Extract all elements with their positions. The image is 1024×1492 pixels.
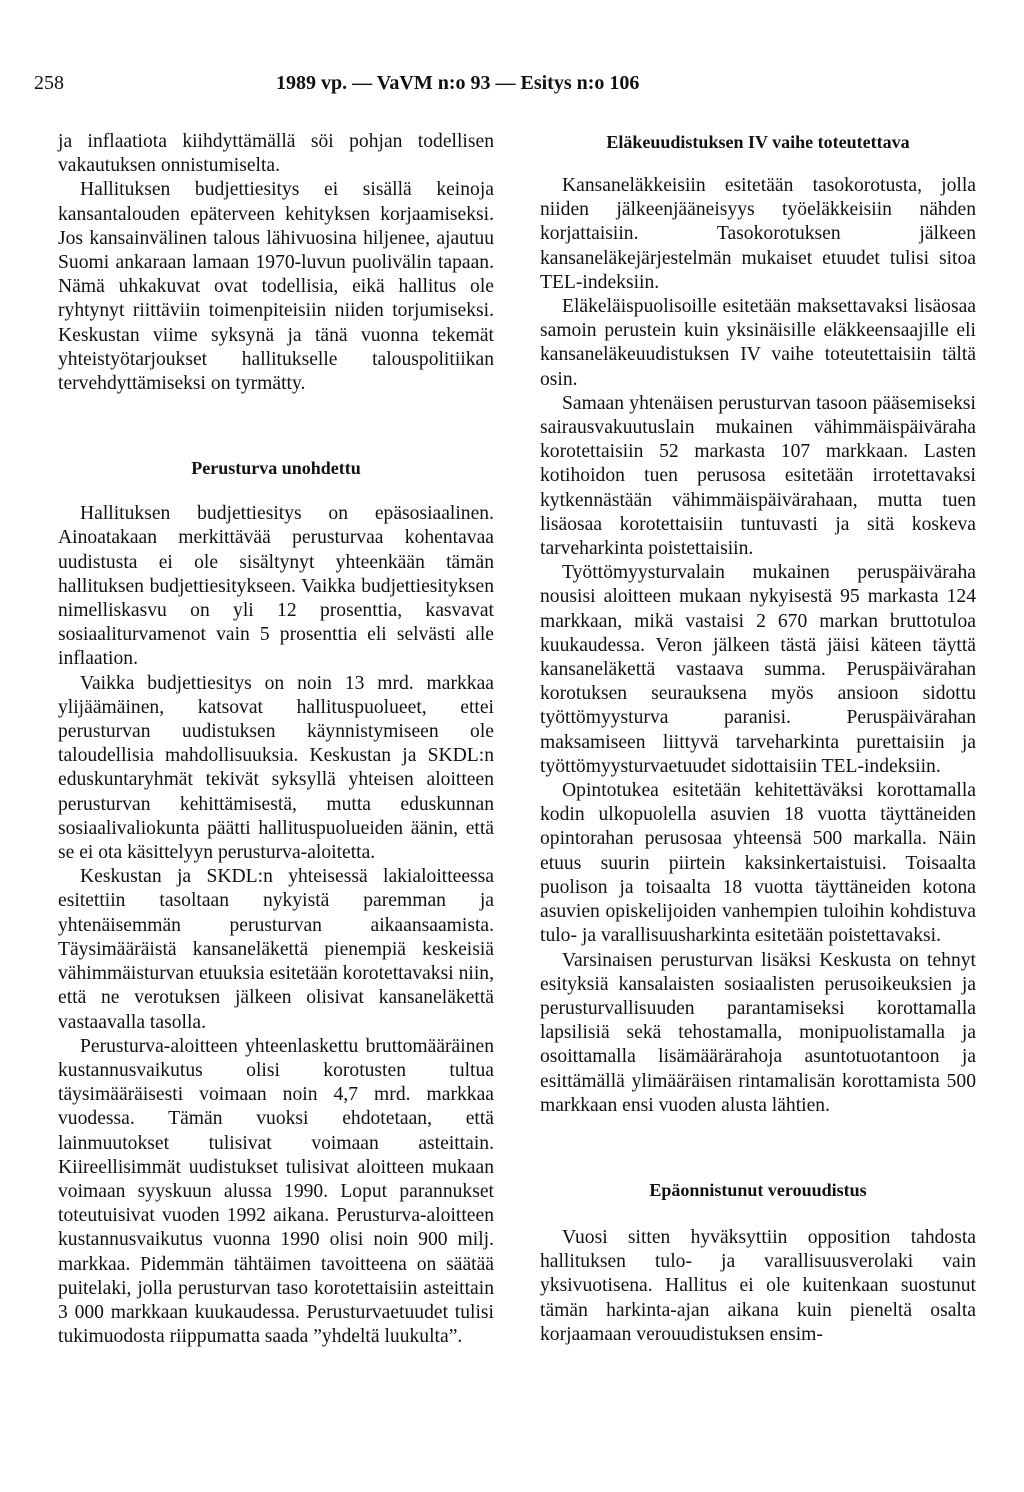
right-column bbox=[540, 130, 976, 1347]
paragraph: Hallituksen budjettiesitys on epäsosiaalinen. Ainoatakaan merkittävää perusturvaa kohentavaa uudistusta ei ole sisältynyt yhteenkään tämän hallituksen budjettiesitykseen. Vaikka budjettiesityksen nimelliskasvu on yli 12 prosenttia, kasvavat sosiaaliturvamenot vain 5 prosenttia eli selvästi alle inflaation. bbox=[58, 503, 494, 670]
paragraph: Opintotukea esitetään kehitettäväksi korottamalla kodin ulkopuolella asuvien 18 vuotta täyttäneiden opintorahan perusosaa yhteensä 500 markalla. Näin etuus suurin piirtein kaksinkertaistuisi. Toisaalta puolison ja toisaalta 18 vuotta täyttäneiden kotona asuvien opiskelijoiden vanhempien tuloihin kohdistuva tulo- ja varallisuusharkinta esitetään poistettavaksi. bbox=[540, 780, 976, 947]
paragraph: Samaan yhtenäisen perusturvan tasoon pääsemiseksi sairausvakuutuslain mukainen vähimmäispäiväraha korotettaisiin 52 markasta 107 markkaan. Lasten kotihoidon tuen perusosa esitetään irrotettavaksi kytkennästään vähimmäispäivärahaan, mutta tuen lisäosaa korotettaisiin tuntuvasti ja sitä koskeva tarveharkinta poistettaisiin. bbox=[540, 392, 976, 560]
paragraph: Hallituksen budjettiesitys ei sisällä keinoja kansantalouden epäterveen kehityksen korjaamiseksi. Jos kansainvälinen talous lähivuosina hiljenee, ajautuu Suomi ankaraan lamaan 1970-luvun puolivälin tapaan. Nämä uhkakuvat ovat todellisia, eikä hallitus ole ryhtynyt riittäviin toimenpiteisiin niiden torjumiseksi. Keskustan viime syksynä ja tänä vuonna tekemät yhteistyötarjoukset hallitukselle talouspolitiikan tervehdyttämiseksi on tyrmätty. bbox=[58, 179, 494, 395]
paragraph: Perusturva-aloitteen yhteenlaskettu bruttomääräinen kustannusvaikutus olisi korotusten tultua täysimääräisesti voimaan noin 4,7 mrd. markkaa vuodessa. Tämän vuoksi ehdotetaan, että lainmuutokset tulisivat voimaan asteittain. Kiireellisimmät uudistukset tulisivat aloitteen mukaan voimaan syyskuun alussa 1990. Loput parannukset toteutuisivat vuoden 1992 aikana. Perusturva-aloitteen kustannusvaikutus vuonna 1990 olisi noin 900 milj. markkaa. Pidemmän tähtäimen tavoitteena on säätää puitelaki, jolla perusturvan taso korotettaisiin asteittain 3 000 markkaan kuukaudessa. Perusturvaetuudet tulisi tukimuodosta riippumatta saada ”yhdeltä luukulta”. bbox=[58, 1035, 494, 1348]
section-heading-perusturva: Perusturva unohdettu bbox=[191, 458, 361, 479]
paragraph: Vaikka budjettiesitys on noin 13 mrd. markkaa ylijäämäinen, katsovat hallituspuolueet, ettei perusturvan uudistuksen käynnistymiseen ole taloudellisia mahdollisuuksia. Keskustan ja SKDL:n eduskuntaryhmät tekivät syksyllä yhteisen aloitteen perusturvan kehittämisestä, mutta eduskunnan sosiaalivaliokunta päätti hallituspuolueiden äänin, että se ei ota käsittelyyn perusturva-aloitetta. bbox=[58, 672, 494, 864]
left-column bbox=[58, 130, 494, 1349]
paragraph: Eläkeläispuolisoille esitetään maksettavaksi lisäosaa samoin perustein kuin yksinäisille eläkkeensaajille eli kansaneläkeuudistuksen IV vaihe toteutettaisiin tältä osin. bbox=[540, 296, 976, 390]
paragraph: ja inflaatiota kiihdyttämällä söi pohjan todellisen vakautuksen onnistumiselta. bbox=[58, 131, 494, 177]
paragraph: Työttömyysturvalain mukainen peruspäiväraha nousisi aloitteen mukaan nykyisestä 95 markasta 124 markkaan, mikä vastaisi 2 670 markan bruttotuloa kuukaudessa. Veron jälkeen tästä jäisi käteen täyttä kansaneläkettä vastaava summa. Peruspäivärahan korotuksen seurauksena myös ansioon sidottu työttömyysturva paranisi. Peruspäivärahan maksamiseen liittyvä tarveharkinta purettaisiin ja työttömyysturvaetuudet sidottaisiin TEL-indeksiin. bbox=[540, 562, 976, 777]
running-head: 1989 vp. — VaVM n:o 93 — Esitys n:o 106 bbox=[276, 72, 640, 94]
paragraph: Vuosi sitten hyväksyttiin opposition tahdosta hallituksen tulo- ja varallisuusverolaki vain yksivuotisena. Hallitus ei ole kuitenkaan suostunut tämän harkinta-ajan aikana kuin pieneltä osalta korjaamaan verouudistuksen ensim- bbox=[540, 1226, 976, 1345]
paragraph: Keskustan ja SKDL:n yhteisessä lakialoitteessa esitettiin tasoltaan nykyistä paremman ja yhtenäisemmän perusturvan aikaansaamista. Täysimääräistä kansaneläkettä pienempiä keskeisiä vähimmäisturvan etuuksia esitetään korotettavaksi niin, että ne verotuksen jälkeen olisivat kansaneläkettä vastaavalla tasolla. bbox=[58, 866, 494, 1033]
page-header bbox=[34, 72, 984, 102]
section-heading-elakeuudistus: Eläkeuudistuksen IV vaihe toteutettava bbox=[606, 132, 910, 152]
section-heading-verouudistus: Epäonnistunut verouudistus bbox=[649, 1179, 867, 1200]
paragraph: Varsinaisen perusturvan lisäksi Keskusta on tehnyt esityksiä kansalaisten sosiaalisten perusoikeuksien ja perusturvallisuuden parantamiseksi korottamalla lapsilisiä sekä tehostamalla, monipuolistamalla ja osoittamalla lisämäärärahoja asuntotuotantoon ja esittämällä ylimääräisen rintamalisän korottamista 500 markkaan ensi vuoden alusta lähtien. bbox=[540, 949, 976, 1116]
page-number: 258 bbox=[34, 72, 64, 94]
paragraph: Kansaneläkkeisiin esitetään tasokorotusta, jolla niiden jälkeenjääneisyys työeläkkeisiin nähden korjattaisiin. Tasokorotuksen jälkeen kansaneläkejärjestelmän mukaiset etuudet tulisi sitoa TEL-indeksiin. bbox=[540, 175, 976, 293]
